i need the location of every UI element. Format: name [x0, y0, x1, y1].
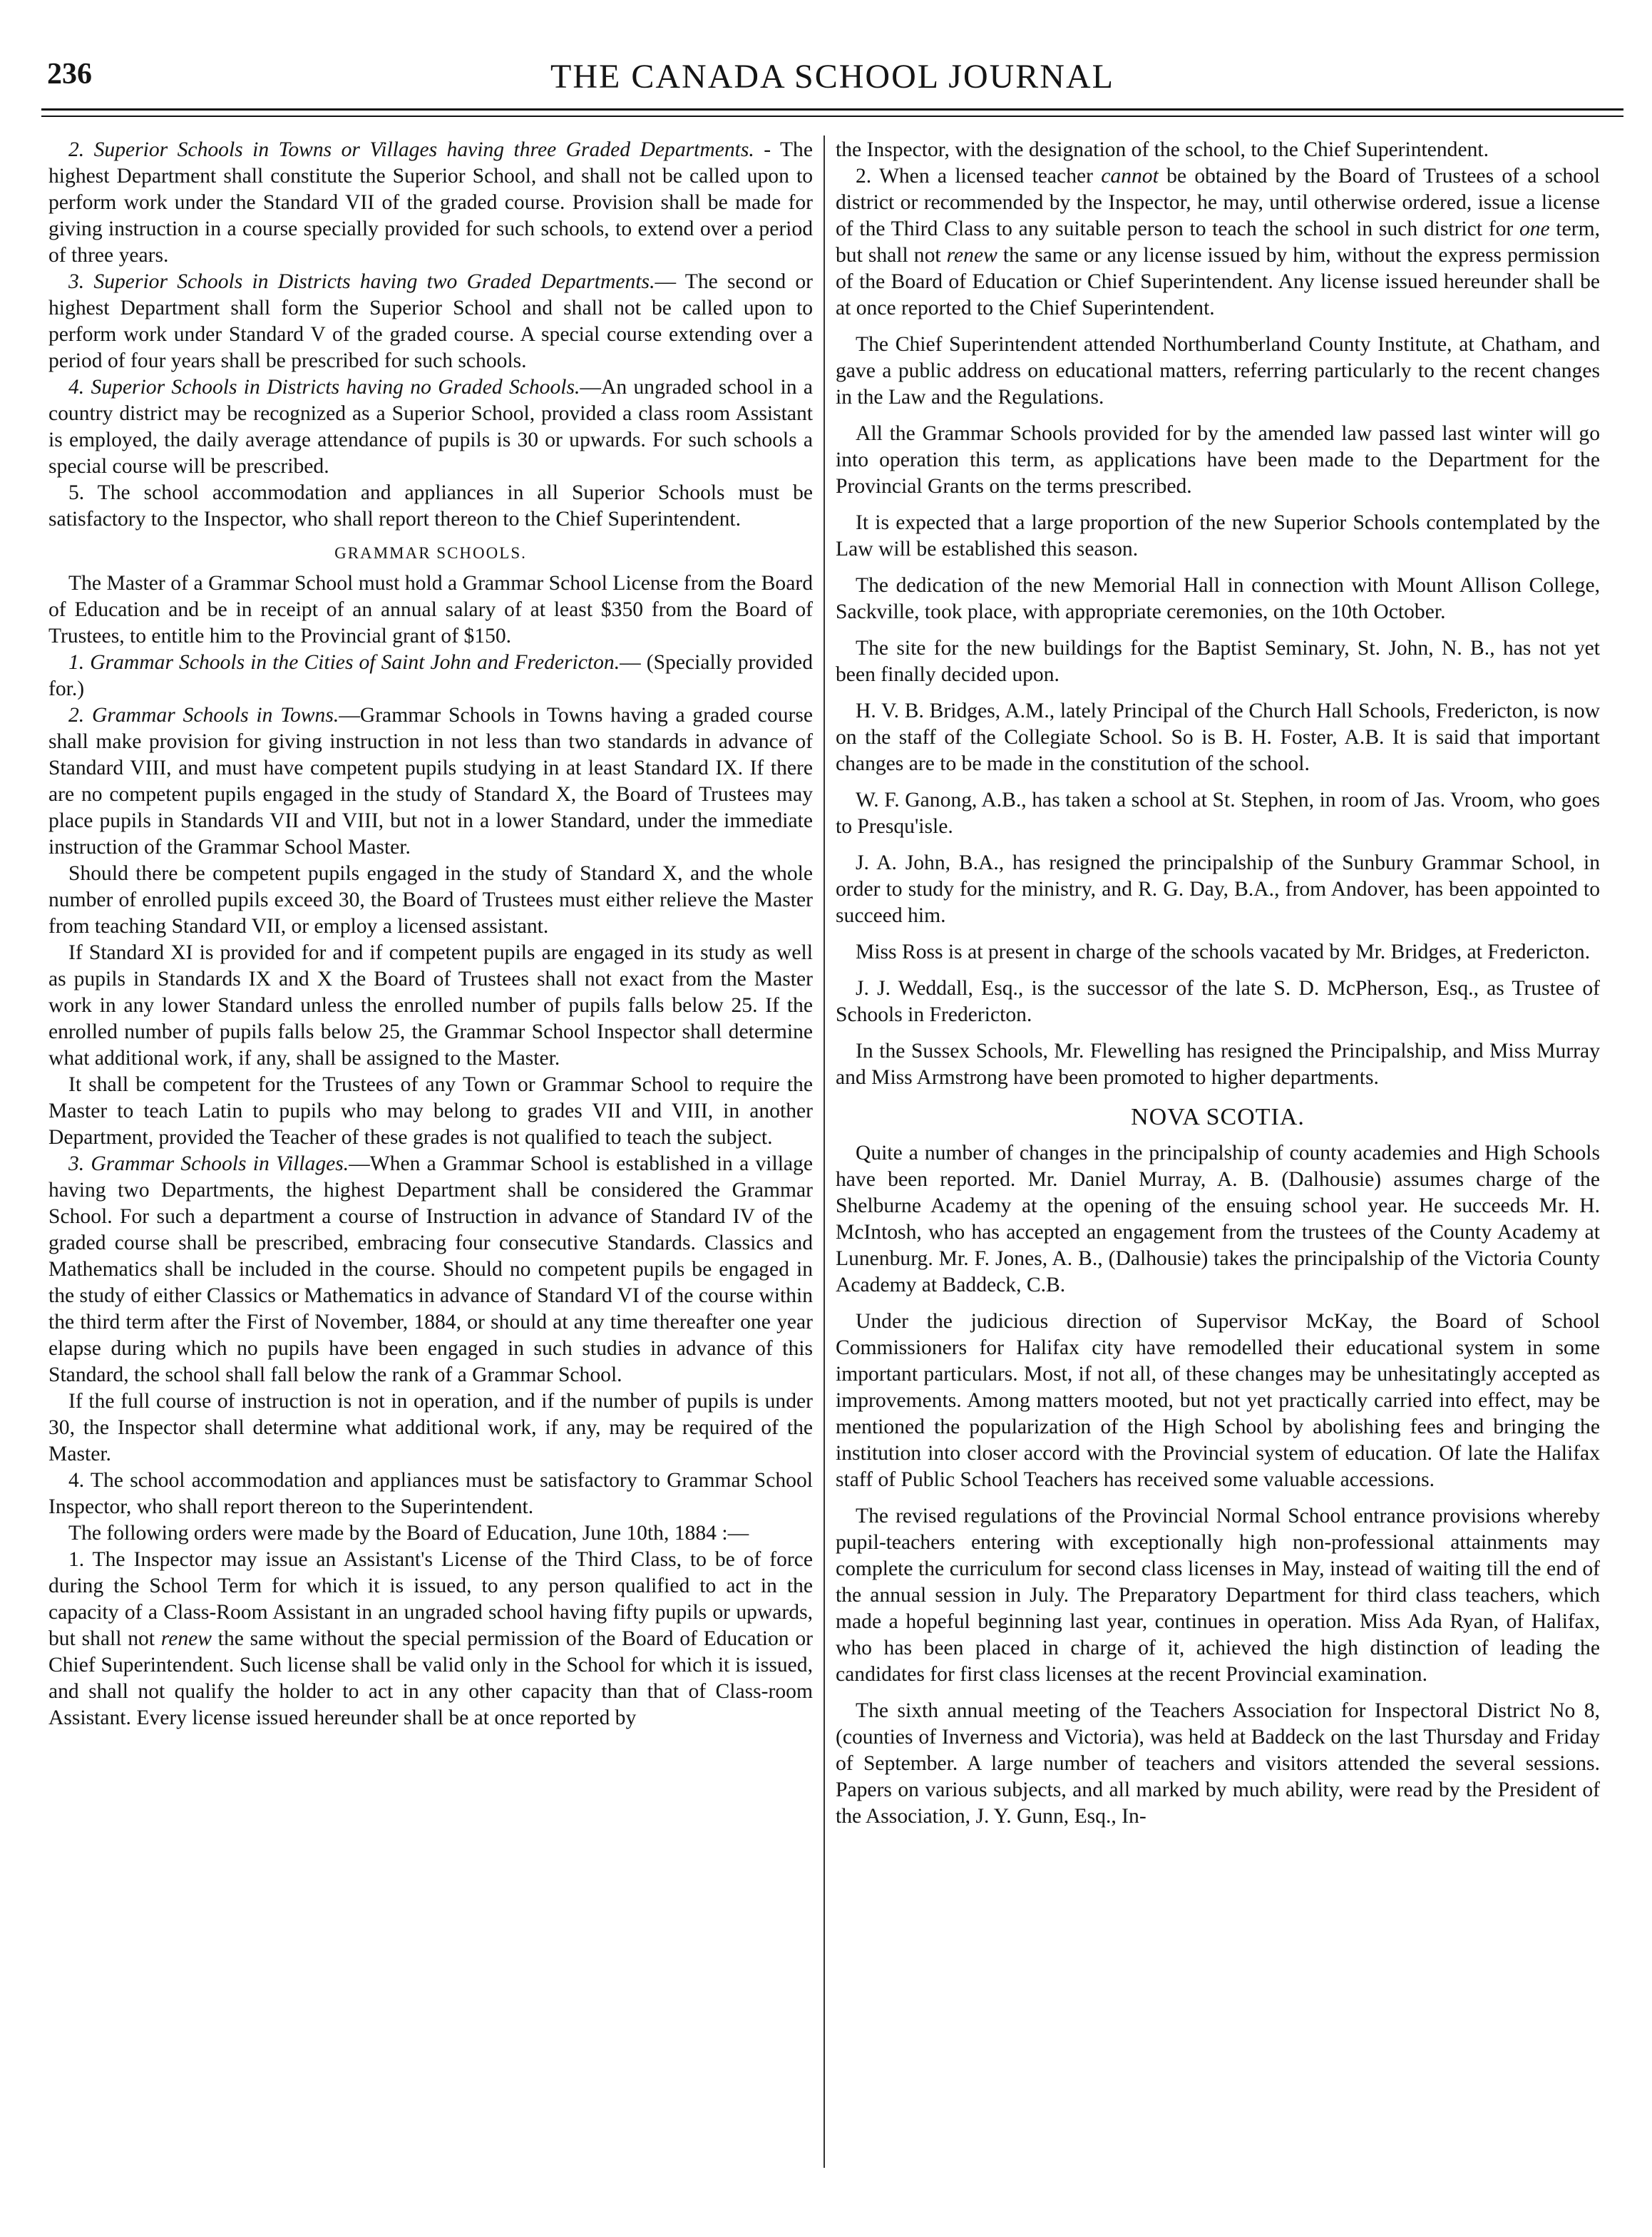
page-header	[41, 51, 1623, 108]
paragraph: 1. Grammar Schools in the Cities of Saint John and Fredericton.— (Specially provided for.)	[48, 651, 813, 700]
paragraph: J. A. John, B.A., has resigned the principalship of the Sunbury Grammar School, in order to study for the ministry, and R. G. Day, B.A., from Andover, has been appointed to succeed him.	[836, 851, 1600, 927]
subheading: 2. Grammar Schools in Towns.	[68, 704, 339, 727]
paragraph: The sixth annual meeting of the Teachers Association for Inspectoral District No 8, (counties of Inverness and Victoria), was held at Baddeck on the last Thursday and Friday of September. A large number of teachers and visitors attended the several sessions. Papers on various subjects, and all marked by much ability, were read by the President of the Association, J. Y. Gunn, Esq., In-	[836, 1699, 1600, 1828]
paragraph: 5. The school accommodation and appliances in all Superior Schools must be satisfactory to the Inspector, who shall report thereon to the Chief Superintendent.	[48, 481, 813, 531]
paragraph: Miss Ross is at present in charge of the schools vacated by Mr. Bridges, at Fredericton.	[856, 941, 1591, 963]
paragraph: The revised regulations of the Provincial Normal School entrance provisions whereby pupil-teachers entering with exceptionally high non-professional attainments may complete the curriculum for second class licenses in May, instead of waiting till the end of the annual session in July. The Preparatory Department for third class teachers, which made a hopeful beginning last year, continues in operation. Miss Ada Ryan, of Halifax, who has been placed in charge of it, achieved the high distinction of leading the candidates for first class licenses at the recent Provincial examination.	[836, 1505, 1600, 1686]
paragraph: The dedication of the new Memorial Hall in connection with Mount Allison College, Sackville, took place, with appropriate ceremonies, on the 10th October.	[836, 574, 1600, 623]
paragraph: Quite a number of changes in the principalship of county academies and High Schools have been reported. Mr. Daniel Murray, A. B. (Dalhousie) assumes charge of the Shelburne Academy at the opening of the ensuing school year. He succeeds Mr. H. McIntosh, who has accepted an engagement from the trustees of the County Academy at Lunenburg. Mr. F. Jones, A. B., (Dalhousie) takes the principalship of the Victoria County Academy at Baddeck, C.B.	[836, 1142, 1600, 1296]
paragraph: 4. The school accommodation and appliances must be satisfactory to Grammar School Inspector, who shall report thereon to the Superintendent.	[48, 1469, 813, 1518]
paragraph: In the Sussex Schools, Mr. Flewelling has resigned the Principalship, and Miss Murray and Miss Armstrong have been promoted to higher departments.	[836, 1040, 1600, 1089]
paragraph: H. V. B. Bridges, A.M., lately Principal of the Church Hall Schools, Fredericton, is now on the staff of the Collegiate School. So is B. H. Foster, A.B. It is said that important changes are to be made in the constitution of the school.	[836, 700, 1600, 775]
paragraph: 2. When a licensed teacher cannot be obtained by the Board of Trustees of a school district or recommended by the Inspector, he may, until otherwise ordered, issue a license of the Third Class to any suitable person to teach the school in such district for one term, but shall not renew the same or any license issued by him, without the express permission of the Board of Education or Chief Superintendent. Any license issued hereunder shall be at once reported to the Chief Superintendent.	[836, 165, 1601, 319]
paragraph: It shall be competent for the Trustees of any Town or Grammar School to require the Master to teach Latin to pupils who may belong to grades VII and VIII, in another Department, provided the Teacher of these grades is not qualified to teach the subject.	[48, 1073, 813, 1149]
right-column	[836, 137, 1600, 1830]
paragraph: W. F. Ganong, A.B., has taken a school at St. Stephen, in room of Jas. Vroom, who goes to Presqu'isle.	[836, 789, 1600, 838]
paragraph: J. J. Weddall, Esq., is the successor of the late S. D. McPherson, Esq., as Trustee of Schools in Fredericton.	[836, 977, 1600, 1026]
paragraph: Should there be competent pupils engaged in the study of Standard X, and the whole number of enrolled pupils exceed 30, the Board of Trustees must either relieve the Master from teaching Standard VII, or employ a licensed assistant.	[48, 862, 813, 938]
column-divider	[824, 135, 825, 2168]
paragraph: The site for the new buildings for the Baptist Seminary, St. John, N. B., has not yet been finally decided upon.	[836, 637, 1600, 686]
subheading: 1. Grammar Schools in the Cities of Saint John and Fredericton.	[68, 651, 620, 674]
header-rule	[41, 108, 1623, 111]
paragraph: The Master of a Grammar School must hold a Grammar School License from the Board of Education and be in receipt of an annual salary of at least $350 from the Board of Trustees, to entitle him to the Provincial grant of $150.	[48, 572, 813, 647]
subheading: 3. Grammar Schools in Villages.	[68, 1152, 349, 1175]
page-number: 236	[47, 58, 92, 91]
paragraph: 3. Superior Schools in Districts having two Graded Departments.— The second or highest Department shall form the Superior School and shall not be called upon to perform work under Standard V of the graded course. A special course extending over a period of four years shall be prescribed for such schools.	[48, 270, 814, 372]
paragraph: Under the judicious direction of Supervisor McKay, the Board of School Commissioners for Halifax city have remodelled their educational system in some important particulars. Most, if not all, of these changes may be unhesitatingly accepted as improvements. Among matters mooted, but not yet practically carried into effect, may be mentioned the popularization of the High School by abolishing fees and bringing the institution into closer accord with the Provincial system of education. Of late the Halifax staff of Public School Teachers has received some valuable accessions.	[836, 1310, 1600, 1491]
section-heading-grammar-schools: GRAMMAR SCHOOLS.	[334, 544, 527, 562]
header-rule-secondary	[41, 116, 1623, 117]
subheading: 4. Superior Schools in Districts having no Graded Schools.	[68, 376, 580, 399]
paragraph: 3. Grammar Schools in Villages.—When a Grammar School is established in a village having two Departments, the highest Department shall be considered the Grammar School. For such a department a course of Instruction in advance of Standard IV of the graded course shall be prescribed, embracing four consecutive Standards. Classics and Mathematics shall be included in the course. Should no competent pupils be engaged in the study of either Classics or Mathematics in advance of Standard VI of the course within the third term after the First of November, 1884, or should at any time thereafter one year elapse during which no pupils have been engaged in such studies in advance of this Standard, the school shall fall below the rank of a Grammar School.	[48, 1152, 813, 1386]
paragraph: 2. Grammar Schools in Towns.—Grammar Schools in Towns having a graded course shall make provision for giving instruction in not less than two standards in advance of Standard VIII, and must have competent pupils studying in at least Standard IX. If there are no competent pupils engaged in the study of Standard X, the Board of Trustees may place pupils in Standards VII and VIII, but not in a lower Standard, under the immediate instruction of the Grammar School Master.	[48, 704, 813, 859]
paragraph: 2. Superior Schools in Towns or Villages having three Graded Departments. - The highest Department shall constitute the Superior School, and shall not be called upon to perform work under the Standard VII of the graded course. Provision shall be made for giving instruction in a course specially provided for such schools, to extend over a period of three years.	[48, 138, 813, 267]
left-column	[48, 137, 813, 1731]
paragraph: If Standard XI is provided for and if competent pupils are engaged in its study as well as pupils in Standards IX and X the Board of Trustees shall not exact from the Master work in any lower Standard unless the enrolled number of pupils falls below 25. If the enrolled number of pupils falls below 25, the Grammar School Inspector shall determine what additional work, if any, shall be assigned to the Master.	[48, 941, 813, 1070]
paragraph: The Chief Superintendent attended Northumberland County Institute, at Chatham, and gave a public address on educational matters, referring particularly to the recent changes in the Law and the Regulations.	[836, 333, 1600, 409]
paragraph: 4. Superior Schools in Districts having no Graded Schools.—An ungraded school in a country district may be recognized as a Superior School, provided a class room Assistant is employed, the daily average attendance of pupils is 30 or upwards. For such schools a special course will be prescribed.	[48, 376, 813, 478]
paragraph: If the full course of instruction is not in operation, and if the number of pupils is under 30, the Inspector shall determine what additional work, if any, may be required of the Master.	[48, 1390, 813, 1465]
paragraph: All the Grammar Schools provided for by the amended law passed last winter will go into operation this term, as applications have been made to the Department for the Provincial Grants on the terms prescribed.	[836, 422, 1600, 498]
section-heading-nova-scotia: NOVA SCOTIA.	[1131, 1104, 1305, 1130]
subheading: 2. Superior Schools in Towns or Villages having three Graded Departments.	[68, 138, 754, 161]
subheading: 3. Superior Schools in Districts having two Graded Departments.	[68, 270, 655, 293]
paragraph: It is expected that a large proportion of the new Superior Schools contemplated by the Law will be established this season.	[836, 511, 1600, 560]
paragraph: The following orders were made by the Board of Education, June 10th, 1884 :—	[68, 1522, 749, 1545]
paragraph: 1. The Inspector may issue an Assistant's License of the Third Class, to be of force during the School Term for which it is issued, to any person qualified to act in the capacity of a Class-Room Assistant in an ungraded school having fifty pupils or upwards, but shall not renew the same without the special permission of the Board of Education or Chief Superintendent. Such license shall be valid only in the School for which it is issued, and shall not qualify the holder to act in any other capacity than that of Class-room Assistant. Every license issued hereunder shall be at once reported by	[48, 1548, 813, 1729]
journal-title: THE CANADA SCHOOL JOURNAL	[550, 58, 1114, 96]
paragraph: the Inspector, with the designation of the school, to the Chief Superintendent.	[836, 138, 1489, 161]
